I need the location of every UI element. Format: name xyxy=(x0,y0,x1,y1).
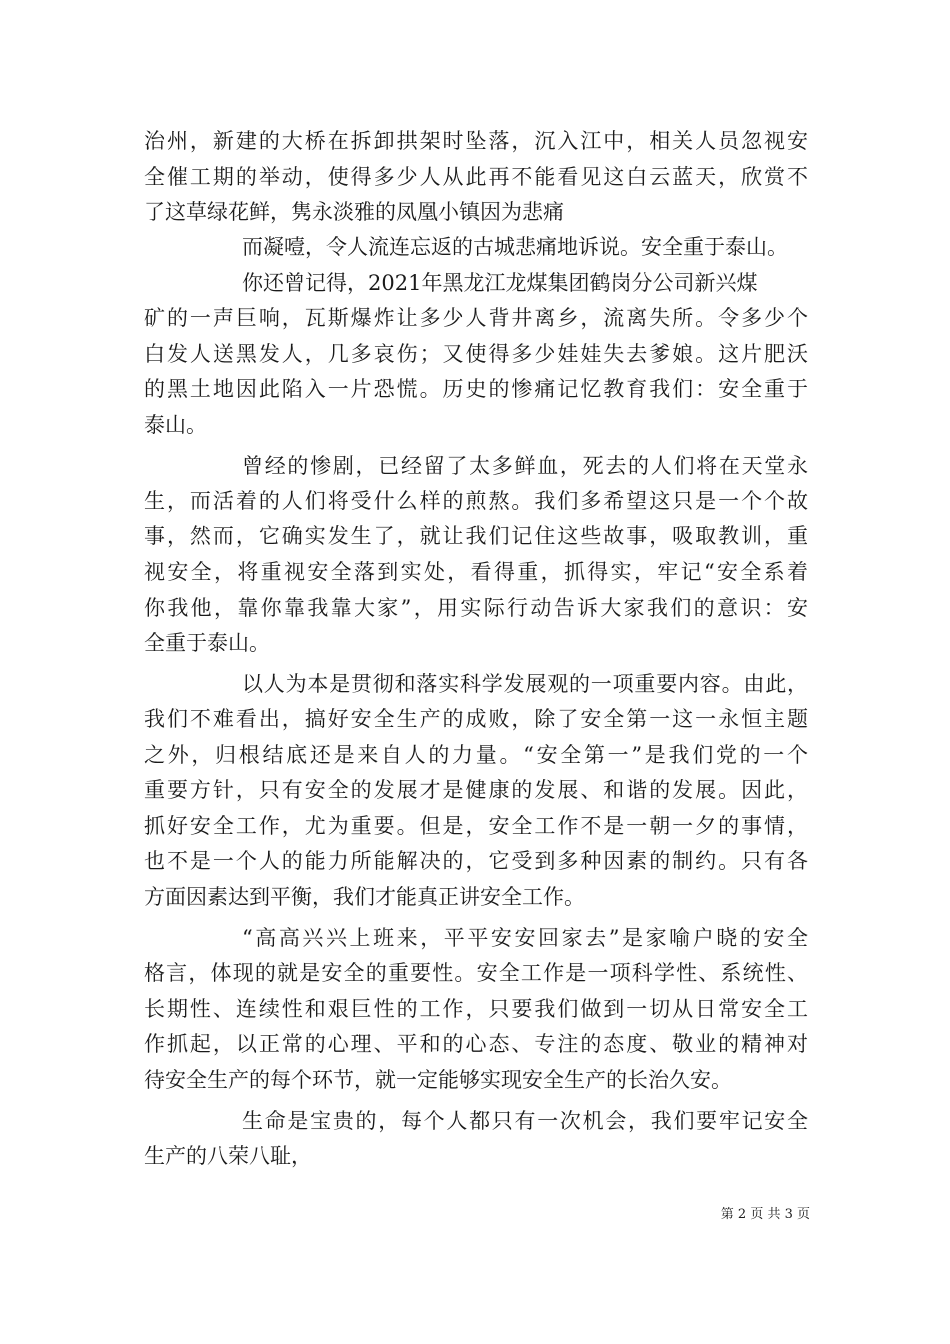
text-line: 也不是一个人的能力所能解决的，它受到多种因素的制约。只有各 xyxy=(144,849,808,873)
text-line: 抓好安全工作，尤为重要。但是，安全工作不是一朝一夕的事情， xyxy=(144,814,808,838)
text-line: 作抓起，以正常的心理、平和的心态、专注的态度、敬业的精神对 xyxy=(144,1032,808,1056)
text-line: 治州，新建的大桥在拆卸拱架时坠落，沉入江中，相关人员忽视安 xyxy=(144,129,808,153)
text-line: 格言，体现的就是安全的重要性。安全工作是一项科学性、系统性、 xyxy=(144,961,808,985)
text-line: 事，然而，它确实发生了，就让我们记住这些故事，吸取教训，重 xyxy=(144,524,808,548)
text-line: 以人为本是贯彻和落实科学发展观的一项重要内容。由此， xyxy=(242,672,808,696)
text-line: 视安全，将重视安全落到实处，看得重，抓得实，牢记“安全系着 xyxy=(144,560,808,584)
text-line: 方面因素达到平衡，我们才能真正讲安全工作。 xyxy=(144,885,585,909)
text-line: 曾经的惨剧，已经留了太多鲜血，死去的人们将在天堂永 xyxy=(242,454,808,478)
text-line: 白发人送黑发人，几多哀伤；又使得多少娃娃失去爹娘。这片肥沃 xyxy=(144,342,808,366)
text-line: 之外，归根结底还是来自人的力量。“安全第一”是我们党的一个 xyxy=(144,743,808,767)
text-line: 全重于泰山。 xyxy=(144,631,270,655)
text-line: 全催工期的举动，使得多少人从此再不能看见这白云蓝天，欣赏不 xyxy=(144,165,808,189)
text-line: 长期性、连续性和艰巨性的工作，只要我们做到一切从日常安全工 xyxy=(144,997,808,1021)
text-line: “高高兴兴上班来，平平安安回家去”是家喻户晓的安全 xyxy=(242,926,808,950)
text-line: 矿的一声巨响，瓦斯爆炸让多少人背井离乡，流离失所。令多少个 xyxy=(144,306,808,330)
text-line: 重要方针，只有安全的发展才是健康的发展、和谐的发展。因此， xyxy=(144,778,808,802)
text-line: 生产的八荣八耻， xyxy=(144,1144,312,1168)
text-line: 生，而活着的人们将受什么样的煎熬。我们多希望这只是一个个故 xyxy=(144,489,808,513)
text-line: 的黑土地因此陷入一片恐慌。历史的惨痛记忆教育我们：安全重于 xyxy=(144,377,808,401)
text-line: 了这草绿花鲜，隽永淡雅的凤凰小镇因为悲痛 xyxy=(144,200,564,224)
text-line: 而凝噎，令人流连忘返的古城悲痛地诉说。安全重于泰山。 xyxy=(242,235,788,259)
text-line: 我们不难看出，搞好安全生产的成败，除了安全第一这一永恒主题 xyxy=(144,707,808,731)
text-line: 待安全生产的每个环节，就一定能够实现安全生产的长治久安。 xyxy=(144,1068,732,1092)
page-number: 第 2 页 共 3 页 xyxy=(720,1207,810,1222)
text-line: 你还曾记得，2021年黑龙江龙煤集团鹤岗分公司新兴煤 xyxy=(242,271,758,295)
text-line: 泰山。 xyxy=(144,413,207,437)
text-line: 生命是宝贵的，每个人都只有一次机会，我们要牢记安全 xyxy=(242,1109,808,1133)
text-line: 你我他，靠你靠我靠大家”，用实际行动告诉大家我们的意识：安 xyxy=(144,596,808,620)
